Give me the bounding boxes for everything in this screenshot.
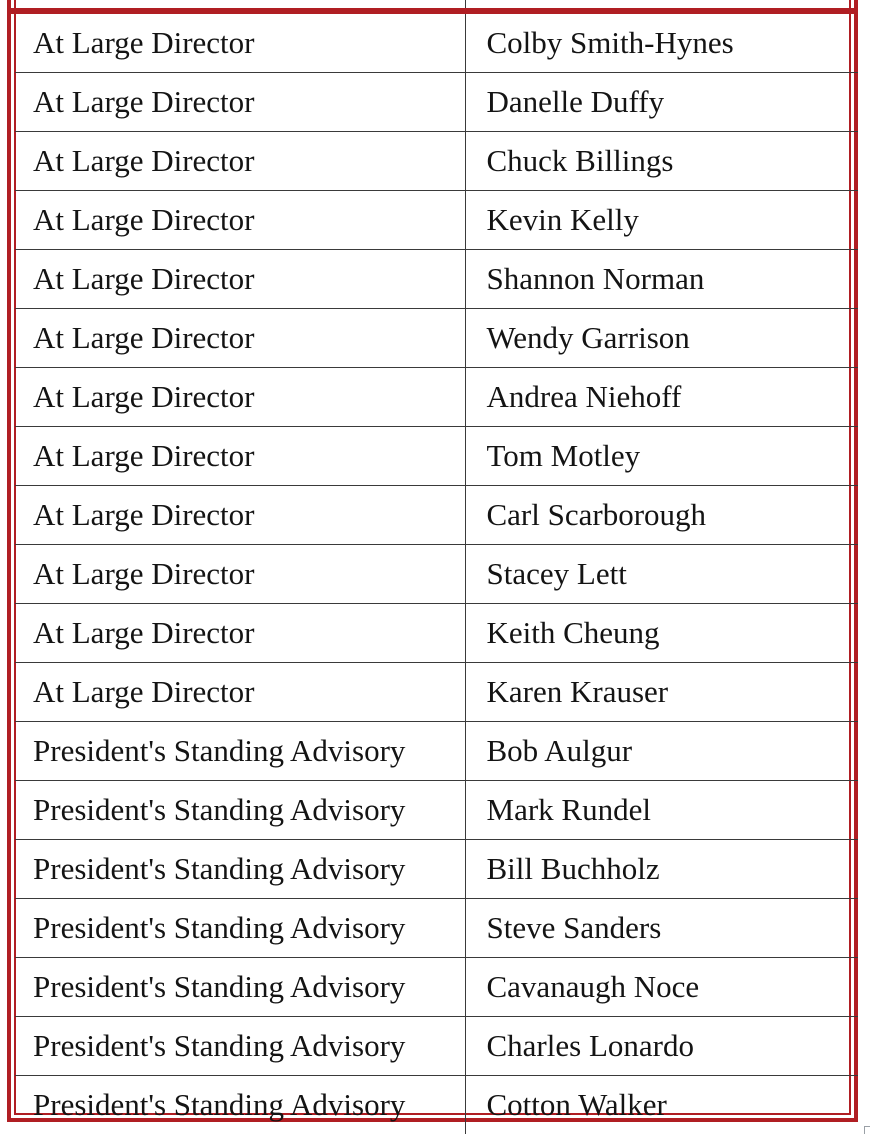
role-cell: At Large Director — [15, 14, 465, 73]
role-cell: At Large Director — [15, 545, 465, 604]
role-cell: President's Standing Advisory — [15, 722, 465, 781]
name-cell: Keith Cheung — [465, 604, 858, 663]
name-cell: Stacey Lett — [465, 545, 858, 604]
name-cell: Steve Sanders — [465, 899, 858, 958]
table-row — [15, 191, 858, 250]
name-cell: Cavanaugh Noce — [465, 958, 858, 1017]
name-cell: Wendy Garrison — [465, 309, 858, 368]
role-cell: At Large Director — [15, 191, 465, 250]
table-row — [15, 899, 858, 958]
table-row — [15, 1017, 858, 1076]
table-row — [15, 486, 858, 545]
page-corner-mark — [864, 1126, 870, 1134]
role-cell: President's Standing Advisory — [15, 781, 465, 840]
table-row — [15, 604, 858, 663]
table-row — [15, 663, 858, 722]
name-cell: Cotton Walker — [486, 1087, 667, 1122]
role-cell: President's Standing Advisory — [15, 840, 465, 899]
table-row — [15, 368, 858, 427]
name-cell: Danelle Duffy — [465, 73, 858, 132]
role-cell: President's Standing Advisory — [15, 958, 465, 1017]
name-cell: Tom Motley — [465, 427, 858, 486]
role-cell: At Large Director — [15, 73, 465, 132]
role-cell: At Large Director — [15, 368, 465, 427]
name-cell: Karen Krauser — [465, 663, 858, 722]
table-row — [15, 427, 858, 486]
name-cell: Charles Lonardo — [465, 1017, 858, 1076]
role-cell: At Large Director — [15, 250, 465, 309]
roster-table — [15, 14, 858, 1134]
table-row — [15, 1076, 858, 1135]
role-cell: At Large Director — [15, 663, 465, 722]
table-row — [15, 958, 858, 1017]
table-row — [15, 250, 858, 309]
table-row — [15, 781, 858, 840]
roster-table-body — [15, 14, 858, 1134]
role-cell: At Large Director — [15, 486, 465, 545]
table-row — [15, 722, 858, 781]
name-cell: Chuck Billings — [465, 132, 858, 191]
name-cell: Shannon Norman — [465, 250, 858, 309]
table-row — [15, 545, 858, 604]
role-cell: At Large Director — [15, 604, 465, 663]
name-cell: Carl Scarborough — [465, 486, 858, 545]
role-cell: At Large Director — [15, 427, 465, 486]
name-cell: Andrea Niehoff — [465, 368, 858, 427]
table-row — [15, 132, 858, 191]
role-cell: At Large Director — [15, 132, 465, 191]
role-cell: President's Standing Advisory — [15, 899, 465, 958]
table-row — [15, 309, 858, 368]
table-row — [15, 14, 858, 73]
table-row — [15, 840, 858, 899]
name-cell: Kevin Kelly — [465, 191, 858, 250]
name-cell: Bill Buchholz — [465, 840, 858, 899]
name-cell: Colby Smith-Hynes — [465, 14, 858, 73]
role-cell: President's Standing Advisory — [15, 1017, 465, 1076]
table-row — [15, 73, 858, 132]
name-cell: Bob Aulgur — [465, 722, 858, 781]
role-cell: At Large Director — [15, 309, 465, 368]
name-cell: Mark Rundel — [465, 781, 858, 840]
role-cell: President's Standing Advisory — [15, 1076, 465, 1135]
